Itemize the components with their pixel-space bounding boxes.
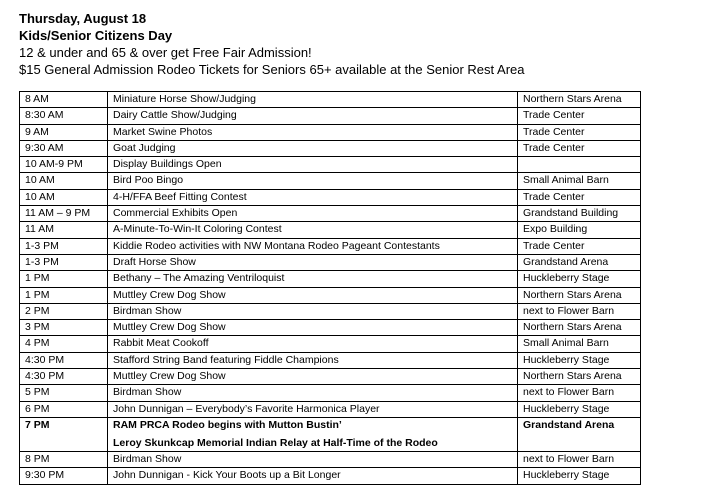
location-cell: Northern Stars Arena [518, 369, 641, 385]
location-cell: next to Flower Barn [518, 303, 641, 319]
location-cell: Huckleberry Stage [518, 401, 641, 417]
location-cell: Trade Center [518, 140, 641, 156]
event-cell: Birdman Show [108, 303, 518, 319]
schedule-table [19, 91, 641, 485]
event-cell: A-Minute-To-Win-It Coloring Contest [108, 222, 518, 238]
table-row [20, 320, 641, 336]
time-cell: 8:30 AM [20, 108, 108, 124]
table-row [20, 206, 641, 222]
event-cell [108, 417, 518, 451]
time-cell: 9 AM [20, 124, 108, 140]
time-cell: 1 PM [20, 271, 108, 287]
time-cell: 11 AM [20, 222, 108, 238]
time-cell: 8 PM [20, 451, 108, 467]
location-cell: Northern Stars Arena [518, 320, 641, 336]
table-row [20, 336, 641, 352]
day-title: Thursday, August 18 [19, 11, 147, 26]
event-cell: Miniature Horse Show/Judging [108, 92, 518, 108]
location-cell: Trade Center [518, 124, 641, 140]
time-cell: 6 PM [20, 401, 108, 417]
location-cell: Northern Stars Arena [518, 287, 641, 303]
time-cell: 4:30 PM [20, 369, 108, 385]
location-cell: Grandstand Arena [518, 417, 641, 451]
location-cell: Small Animal Barn [518, 336, 641, 352]
event-cell: Birdman Show [108, 451, 518, 467]
table-row [20, 352, 641, 368]
location-cell: Huckleberry Stage [518, 352, 641, 368]
time-cell: 4 PM [20, 336, 108, 352]
time-cell: 3 PM [20, 320, 108, 336]
time-cell: 7 PM [20, 417, 108, 451]
table-row [20, 287, 641, 303]
table-row [20, 124, 641, 140]
table-row [20, 401, 641, 417]
table-row [20, 271, 641, 287]
location-cell: Trade Center [518, 238, 641, 254]
time-cell: 9:30 PM [20, 468, 108, 484]
event-cell: Goat Judging [108, 140, 518, 156]
event-cell: Stafford String Band featuring Fiddle Champions [108, 352, 518, 368]
schedule-body [20, 92, 641, 485]
time-cell: 4:30 PM [20, 352, 108, 368]
table-row [20, 254, 641, 270]
table-row [20, 468, 641, 484]
time-cell: 2 PM [20, 303, 108, 319]
location-cell: next to Flower Barn [518, 451, 641, 467]
time-cell: 1-3 PM [20, 238, 108, 254]
location-cell: next to Flower Barn [518, 385, 641, 401]
event-cell: 4-H/FFA Beef Fitting Contest [108, 189, 518, 205]
time-cell: 10 AM [20, 189, 108, 205]
event-cell: John Dunnigan - Kick Your Boots up a Bit Longer [108, 468, 518, 484]
time-cell: 11 AM – 9 PM [20, 206, 108, 222]
event-line-2: Leroy Skunkcap Memorial Indian Relay at Half-Time of the Rodeo [113, 436, 438, 449]
time-cell: 10 AM-9 PM [20, 157, 108, 173]
table-row [20, 92, 641, 108]
event-cell: Rabbit Meat Cookoff [108, 336, 518, 352]
table-row [20, 238, 641, 254]
table-row [20, 189, 641, 205]
event-cell: Display Buildings Open [108, 157, 518, 173]
day-theme: Kids/Senior Citizens Day [19, 28, 173, 43]
table-row-featured [20, 417, 641, 451]
time-cell: 1-3 PM [20, 254, 108, 270]
table-row [20, 385, 641, 401]
schedule-header [19, 10, 524, 78]
location-cell: Huckleberry Stage [518, 468, 641, 484]
event-cell: Draft Horse Show [108, 254, 518, 270]
rodeo-ticket-note: $15 General Admission Rodeo Tickets for Seniors 65+ available at the Senior Rest Area [19, 62, 525, 77]
table-row [20, 303, 641, 319]
time-cell: 1 PM [20, 287, 108, 303]
location-cell: Expo Building [518, 222, 641, 238]
table-row [20, 369, 641, 385]
event-cell: Bethany – The Amazing Ventriloquist [108, 271, 518, 287]
event-line-1: RAM PRCA Rodeo begins with Mutton Bustin’ [113, 418, 342, 431]
location-cell: Grandstand Building [518, 206, 641, 222]
table-row [20, 108, 641, 124]
event-cell: Dairy Cattle Show/Judging [108, 108, 518, 124]
table-row [20, 451, 641, 467]
location-cell: Northern Stars Arena [518, 92, 641, 108]
location-cell: Trade Center [518, 189, 641, 205]
event-cell: Muttley Crew Dog Show [108, 320, 518, 336]
location-cell [518, 157, 641, 173]
admission-note: 12 & under and 65 & over get Free Fair Admission! [19, 45, 312, 60]
event-cell: Birdman Show [108, 385, 518, 401]
event-cell: Muttley Crew Dog Show [108, 287, 518, 303]
time-cell: 8 AM [20, 92, 108, 108]
table-row [20, 222, 641, 238]
event-cell: Bird Poo Bingo [108, 173, 518, 189]
table-row [20, 140, 641, 156]
location-cell: Small Animal Barn [518, 173, 641, 189]
event-cell: Kiddie Rodeo activities with NW Montana Rodeo Pageant Contestants [108, 238, 518, 254]
location-cell: Huckleberry Stage [518, 271, 641, 287]
event-cell: Commercial Exhibits Open [108, 206, 518, 222]
location-cell: Grandstand Arena [518, 254, 641, 270]
time-cell: 9:30 AM [20, 140, 108, 156]
time-cell: 10 AM [20, 173, 108, 189]
event-cell: Market Swine Photos [108, 124, 518, 140]
event-cell: John Dunnigan – Everybody’s Favorite Harmonica Player [108, 401, 518, 417]
event-cell: Muttley Crew Dog Show [108, 369, 518, 385]
table-row [20, 173, 641, 189]
location-cell: Trade Center [518, 108, 641, 124]
time-cell: 5 PM [20, 385, 108, 401]
table-row [20, 157, 641, 173]
